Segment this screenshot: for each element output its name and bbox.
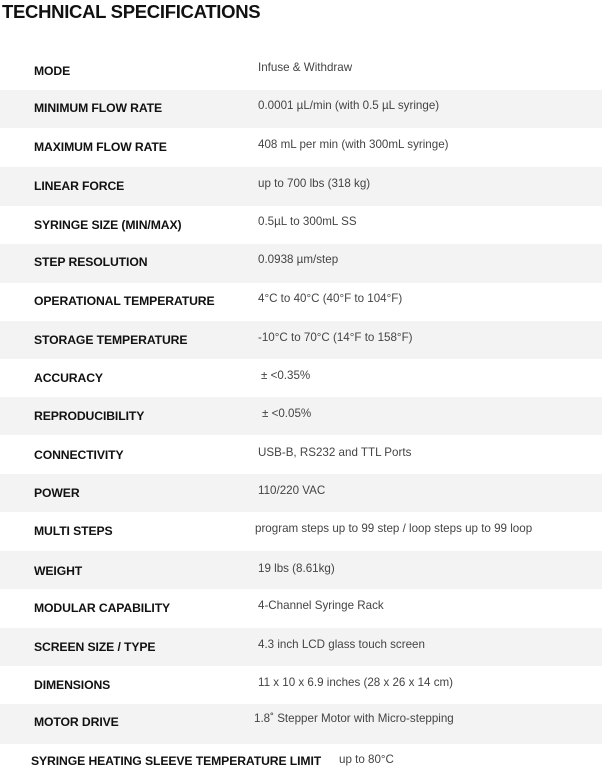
spec-row-dimensions	[0, 666, 602, 704]
spec-value: 4.3 inch LCD glass touch screen	[258, 638, 425, 651]
spec-row-power	[0, 474, 602, 512]
spec-label: WEIGHT	[34, 564, 83, 578]
spec-value: -10°C to 70°C (14°F to 158°F)	[258, 331, 413, 344]
spec-label: MODULAR CAPABILITY	[34, 601, 171, 615]
spec-label: CONNECTIVITY	[34, 448, 124, 462]
spec-label: SYRINGE SIZE (MIN/MAX)	[34, 218, 182, 232]
spec-label: MAXIMUM FLOW RATE	[34, 140, 167, 154]
spec-value: 0.5µL to 300mL SS	[258, 215, 357, 228]
spec-row-syringe-size	[0, 206, 602, 244]
spec-label: POWER	[34, 486, 80, 500]
spec-label: REPRODUCIBILITY	[34, 409, 145, 423]
spec-value: ± <0.05%	[262, 407, 312, 420]
spec-row-connectivity	[0, 435, 602, 474]
spec-row-syringe-heating-sleeve	[0, 744, 602, 782]
spec-row-motor-drive	[0, 704, 602, 744]
spec-value: 0.0938 µm/step	[258, 253, 339, 266]
spec-value: 19 lbs (8.61kg)	[258, 562, 335, 575]
spec-row-linear-force	[0, 167, 602, 206]
spec-value: up to 80°C	[339, 753, 394, 766]
spec-label: MOTOR DRIVE	[34, 715, 119, 729]
spec-value: 4°C to 40°C (40°F to 104°F)	[258, 292, 403, 305]
spec-value: 1.8˚ Stepper Motor with Micro-stepping	[254, 712, 454, 725]
spec-row-reproducibility	[0, 397, 602, 435]
spec-value: ± <0.35%	[261, 369, 311, 382]
spec-row-mode	[0, 52, 602, 90]
spec-row-accuracy	[0, 359, 602, 397]
spec-value: 0.0001 µL/min (with 0.5 µL syringe)	[258, 99, 440, 112]
spec-value: USB-B, RS232 and TTL Ports	[258, 446, 412, 459]
spec-label: MINIMUM FLOW RATE	[34, 101, 163, 115]
spec-row-screen-size	[0, 628, 602, 666]
spec-label: ACCURACY	[34, 371, 103, 385]
spec-label: OPERATIONAL TEMPERATURE	[34, 294, 215, 308]
page-title: TECHNICAL SPECIFICATIONS	[2, 1, 261, 22]
spec-value: program steps up to 99 step / loop steps up to 99 loop	[255, 522, 533, 535]
spec-row-minimum-flow-rate	[0, 90, 602, 128]
spec-label: STEP RESOLUTION	[34, 255, 148, 269]
spec-row-storage-temperature	[0, 321, 602, 359]
spec-row-multi-steps	[0, 512, 602, 551]
spec-label: DIMENSIONS	[34, 678, 111, 692]
spec-label: SCREEN SIZE / TYPE	[34, 640, 156, 654]
spec-label: MODE	[34, 64, 71, 78]
spec-row-maximum-flow-rate	[0, 128, 602, 167]
spec-row-step-resolution	[0, 244, 602, 283]
spec-row-operational-temperature	[0, 283, 602, 321]
spec-value: Infuse & Withdraw	[258, 61, 353, 74]
spec-value: up to 700 lbs (318 kg)	[258, 177, 371, 190]
spec-label: MULTI STEPS	[34, 524, 113, 538]
spec-label: LINEAR FORCE	[34, 179, 125, 193]
spec-label: SYRINGE HEATING SLEEVE TEMPERATURE LIMIT	[31, 754, 322, 768]
spec-row-weight	[0, 551, 602, 589]
spec-row-modular-capability	[0, 589, 602, 628]
spec-label: STORAGE TEMPERATURE	[34, 333, 188, 347]
spec-value: 11 x 10 x 6.9 inches (28 x 26 x 14 cm)	[258, 676, 454, 689]
spec-value: 110/220 VAC	[258, 484, 326, 497]
spec-value: 4-Channel Syringe Rack	[258, 599, 384, 612]
spec-value: 408 mL per min (with 300mL syringe)	[258, 138, 449, 151]
